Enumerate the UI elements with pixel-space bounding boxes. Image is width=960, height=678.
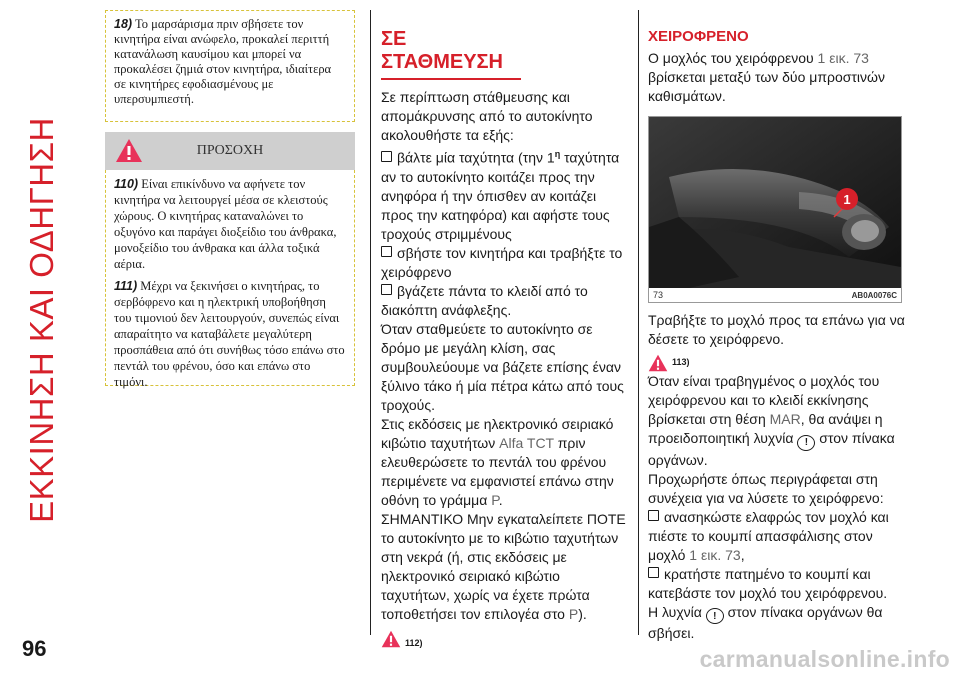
bullet-text: σβήστε τον κινητήρα και τραβήξτε το χειρόφρενο [381,244,623,280]
text: Ο μοχλός του χειρόφρενου [648,50,818,66]
warning-ref-113 [648,353,910,372]
warning-item [114,176,346,272]
column-parking [381,28,631,648]
warning-item [114,278,346,390]
ref-text: P [568,605,579,622]
note-text: Το μαρσάρισμα πριν σβήσετε τον κινητήρα είναι ανώφελο, προκαλεί περιττή κατανάλωση καυσίμου και μπορεί να προκαλέσει ζημιά στον κινητήρα, ιδιαίτερα σε κινητήρες εφοδιασμένους με υπερσυμπιεστή. [114,17,332,106]
text: στον πίνακα οργάνων θα σβήσει. [648,603,883,641]
parking-bullet-3 [381,282,631,320]
chapter-title [22,20,62,620]
warning-text: Μέχρι να ξεκινήσει ο κινητήρας, το σερβόφρενο και η ηλεκτρική υποβοήθηση του τιμονιού δεν λειτουργούν, συνεπώς είναι απαραίτητο να καταβάλετε μεγαλύτερη προσπάθεια από ότι συνήθως τόσο επάνω στο πεντάλ του φρένου, όσο και επάνω στο τιμόνι. [114,279,345,389]
figure-callout: 1 [843,192,851,207]
parking-bullet-1 [381,145,631,244]
ref-text: 1 εικ. 73 [689,546,741,563]
handbrake-para-1: Τραβήξτε το μοχλό προς τα επάνω για να δέσετε το χειρόφρενο. [648,312,905,347]
chapter-title-text: ΕΚΚΙΝΗΣΗ ΚΑΙ ΟΔΗΓΗΣΗ [23,117,60,523]
warning-triangle-icon [648,354,668,372]
parking-bullet-2 [381,244,631,282]
warning-ref-112 [381,630,631,648]
handbrake-figure [648,116,902,303]
bullet-text: ανασηκώστε ελαφρώς τον μοχλό και πιέστε το κουμπί απασφάλισης στον μοχλό [648,508,889,563]
warning-text: Είναι επικίνδυνο να αφήνετε τον κινητήρα να λειτουργεί μέσα σε κλειστούς χώρους. Ο κινητήρας καταναλώνει το οξυγόνο και παράγει διοξείδιο του άνθρακα, μονοξείδιο του άνθρακα και άλλα τοξικά αέρια. [114,177,337,271]
handbrake-bullet-2 [648,565,910,603]
bullet-text: βάλτε μία ταχύτητα (την 1 [397,149,555,166]
note-box [105,10,355,122]
brake-warning-lamp-icon: ! [706,608,724,624]
handbrake-illustration [649,117,901,288]
ref-text: P [491,491,499,508]
warning-number: 111) [114,279,138,293]
text: ΣΗΜΑΝΤΙΚΟ Μην εγκαταλείπετε ΠΟΤΕ το αυτοκίνητο με το κιβώτιο ταχυτήτων στη νεκρά (ή, στις εκδόσεις με ηλεκτρονικό σειριακό κιβώτιο ταχυτήτων, χωρίς να έχετε πρώτα τοποθετήσει τον επιλογέα στο [381,510,626,622]
bullet-text: βγάζετε πάντα το κλειδί από το διακόπτη ανάφλεξης. [381,282,588,318]
handbrake-bullet-1 [648,508,910,565]
warning-ref-number: 113) [672,357,690,367]
checkbox-bullet-icon [648,567,659,578]
column-divider [370,10,371,635]
text: στον πίνακα οργάνων. [648,430,895,468]
figure-code: AB0A0076C [851,291,897,300]
parking-para-3 [381,510,631,624]
text: Στις εκδόσεις με ηλεκτρονικό σειριακό κιβώτιο ταχυτήτων [381,415,614,451]
column-divider [638,10,639,635]
checkbox-bullet-icon [381,151,392,162]
text: . [498,491,503,508]
warning-box [105,170,355,389]
text: Η λυχνία [648,603,706,620]
ref-text: 1 εικ. 73 [817,50,869,66]
warning-triangle-icon [381,630,401,648]
handbrake-para-2 [648,372,910,470]
text: , θα ανάψει η προειδοποιητική λυχνία [648,411,883,446]
column-notes [105,10,355,389]
brake-warning-lamp-icon: ! [797,435,815,451]
column-handbrake [648,28,910,643]
handbrake-para-3: Προχωρήστε όπως περιγράφεται στη συνέχεια για να λύσετε το χειρόφρενο: [648,470,884,506]
warning-header [105,132,355,170]
warning-label: ΠΡΟΣΟΧΗ [196,143,264,158]
checkbox-bullet-icon [648,510,659,521]
text: βρίσκεται μεταξύ των δύο μπροστινών καθισμάτων. [648,69,885,104]
text: πριν ελευθερώσετε το πεντάλ του φρένου περιμένετε να εμφανιστεί επάνω στην οθόνη το γράμμα [381,434,614,508]
checkbox-bullet-icon [381,246,392,257]
bullet-text: κρατήστε πατημένο το κουμπί και κατεβάστε τον μοχλό του χειρόφρενου. [648,565,888,601]
checkbox-bullet-icon [381,284,392,295]
page-number: 96 [22,636,47,661]
text: ). [578,605,587,622]
bullet-text-rest: ταχύτητα αν το αυτοκίνητο κοιτάζει προς την ανηφόρα ή την όπισθεν αν κοιτάζει προς την κατηφόρα) και αφήστε τους τροχούς στριμμένους [381,149,620,242]
ref-text: Alfa TCT [499,434,554,451]
watermark: carmanualsonline.info [699,646,950,672]
handbrake-intro [648,49,910,106]
figure-number: 73 [653,290,664,300]
parking-para-1: Όταν σταθμεύετε το αυτοκίνητο σε δρόμο με μεγάλη κλίση, σας συμβουλεύουμε να βάζετε επίσης έναν ξύλινο τάκο ή μία πέτρα κάτω από τους τροχούς. [381,320,624,413]
handbrake-para-4 [648,603,910,644]
handbrake-body [648,311,910,643]
section-title-parking: ΣΕ ΣΤΑΘΜΕΥΣΗ [381,28,521,80]
section-title-handbrake: ΧΕΙΡΟΦΡΕΝΟ [648,28,749,45]
text: Όταν είναι τραβηγμένος ο μοχλός του χειρόφρενου και το κλειδί εκκίνησης βρίσκεται στη θέση [648,373,880,427]
note-number: 18) [114,17,133,31]
text: , [740,546,745,563]
parking-para-2 [381,415,631,510]
parking-body [381,88,631,624]
parking-intro: Σε περίπτωση στάθμευσης και απομάκρυνσης από το αυτοκίνητο ακολουθήστε τα εξής: [381,89,593,143]
ref-text: MAR [769,411,801,427]
superscript: η [554,149,561,159]
warning-number: 110) [114,177,139,191]
warning-ref-number: 112) [405,637,423,648]
